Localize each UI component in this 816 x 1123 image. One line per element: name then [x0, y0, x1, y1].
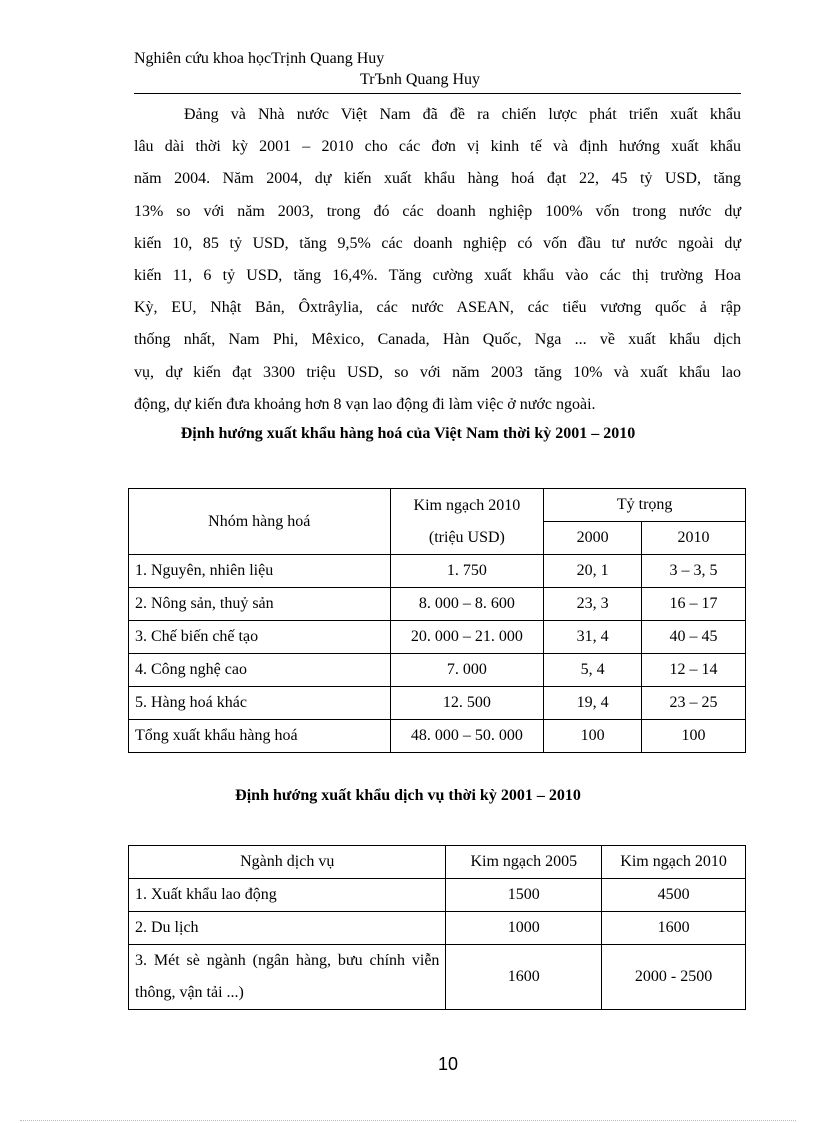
page-bottom-dotted-rule	[20, 1120, 796, 1121]
cell-2000: 31, 4	[544, 621, 642, 654]
table-row	[129, 588, 746, 621]
table-header-row	[129, 846, 746, 879]
table-row	[129, 621, 746, 654]
table-total-row	[129, 720, 746, 753]
cell-2010: 2000 - 2500	[602, 945, 746, 1010]
cell-2010: 100	[642, 720, 746, 753]
cell-2000: 20, 1	[544, 555, 642, 588]
cell-2000: 100	[544, 720, 642, 753]
cell-group: 3. Chế biến chế tạo	[129, 621, 391, 654]
paragraph-line: Kỳ, EU, Nhật Bản, Ôxtrâylia, các nước ASEAN, các tiểu vương quốc ả rập	[134, 299, 741, 317]
paragraph-line: lâu dài thời kỳ 2001 – 2010 cho các đơn vị kinh tế và định hướng xuất khẩu	[134, 138, 741, 156]
header-goods-group: Nhóm hàng hoá	[129, 489, 391, 555]
cell-2010: 40 – 45	[642, 621, 746, 654]
cell-2010: 3 – 3, 5	[642, 555, 746, 588]
cell-2000: 5, 4	[544, 654, 642, 687]
cell-value: 12. 500	[390, 687, 544, 720]
goods-table-title: Định hướng xuất khẩu hàng hoá của Việt Nam thời kỳ 2001 – 2010	[180, 425, 636, 442]
header-value-2010	[390, 489, 544, 555]
paragraph-line: kiến 11, 6 tỷ USD, tăng 16,4%. Tăng cường xuất khẩu vào các thị trường Hoa	[134, 267, 741, 285]
cell-value: 1. 750	[390, 555, 544, 588]
cell-group: Tổng xuất khẩu hàng hoá	[129, 720, 391, 753]
cell-sector: 3. Mét sè ngành (ngân hàng, bưu chính viễn thông, vận tải ...)	[129, 945, 446, 1010]
cell-2010: 23 – 25	[642, 687, 746, 720]
table-row	[129, 912, 746, 945]
cell-value: 48. 000 – 50. 000	[390, 720, 544, 753]
cell-value: 7. 000	[390, 654, 544, 687]
cell-group: 5. Hàng hoá khác	[129, 687, 391, 720]
cell-value: 20. 000 – 21. 000	[390, 621, 544, 654]
header-name-line: TrЪnh Quang Huy	[360, 71, 481, 88]
cell-sector: 2. Du lịch	[129, 912, 446, 945]
table-row	[129, 654, 746, 687]
cell-2005: 1000	[446, 912, 602, 945]
cell-2010: 4500	[602, 879, 746, 912]
table-row	[129, 879, 746, 912]
table-header-row	[129, 489, 746, 522]
cell-group: 4. Công nghệ cao	[129, 654, 391, 687]
header-value-2010: Kim ngạch 2010	[602, 846, 746, 879]
paragraph-line: Đảng và Nhà nước Việt Nam đã đề ra chiến lược phát triển xuất khẩu	[184, 106, 741, 123]
services-export-table	[128, 845, 746, 1010]
header-rule	[134, 93, 741, 94]
cell-2000: 23, 3	[544, 588, 642, 621]
paragraph-line: 13% so với năm 2003, trong đó các doanh nghiệp 100% vốn trong nước dự	[134, 202, 741, 220]
paragraph-line: năm 2004. Năm 2004, dự kiến xuất khẩu hàng hoá đạt 22, 45 tỷ USD, tăng	[134, 170, 741, 188]
paragraph-line: kiến 10, 85 tỷ USD, tăng 9,5% các doanh nghiệp có vốn đầu tư nước ngoài dự	[134, 234, 741, 252]
page-number: 10	[437, 1054, 459, 1074]
cell-2010: 16 – 17	[642, 588, 746, 621]
cell-value: 8. 000 – 8. 600	[390, 588, 544, 621]
header-share: Tỷ trọng	[544, 489, 746, 522]
cell-group: 1. Nguyên, nhiên liệu	[129, 555, 391, 588]
paragraph-line: vụ, dự kiến đạt 3300 triệu USD, so với năm 2003 tăng 10% và xuất khẩu lao	[134, 363, 741, 381]
cell-group: 2. Nông sản, thuỷ sản	[129, 588, 391, 621]
table-row	[129, 945, 746, 1010]
cell-2010: 12 – 14	[642, 654, 746, 687]
cell-2005: 1600	[446, 945, 602, 1010]
header-value-line1: Kim ngạch 2010	[413, 496, 521, 514]
cell-sector: 1. Xuất khẩu lao động	[129, 879, 446, 912]
header-year-2000: 2000	[544, 522, 642, 555]
header-author-line: Nghiên cứu khoa họcTrịnh Quang Huy	[134, 50, 385, 67]
header-sector: Ngành dịch vụ	[129, 846, 446, 879]
header-value-line2: (triệu USD)	[428, 528, 505, 546]
services-table-title: Định hướng xuất khẩu dịch vụ thời kỳ 2001 – 2010	[235, 787, 581, 804]
paragraph-line: động, dự kiến đưa khoảng hơn 8 vạn lao động đi làm việc ở nước ngoài.	[134, 395, 596, 413]
cell-2010: 1600	[602, 912, 746, 945]
body-paragraph	[134, 99, 741, 421]
table-row	[129, 687, 746, 720]
cell-2005: 1500	[446, 879, 602, 912]
paragraph-line: thống nhất, Nam Phi, Mêxico, Canada, Hàn Quốc, Nga ... về xuất khẩu dịch	[134, 331, 741, 349]
header-value-2005: Kim ngạch 2005	[446, 846, 602, 879]
header-year-2010: 2010	[642, 522, 746, 555]
table-row	[129, 555, 746, 588]
cell-2000: 19, 4	[544, 687, 642, 720]
goods-export-table	[128, 488, 746, 753]
